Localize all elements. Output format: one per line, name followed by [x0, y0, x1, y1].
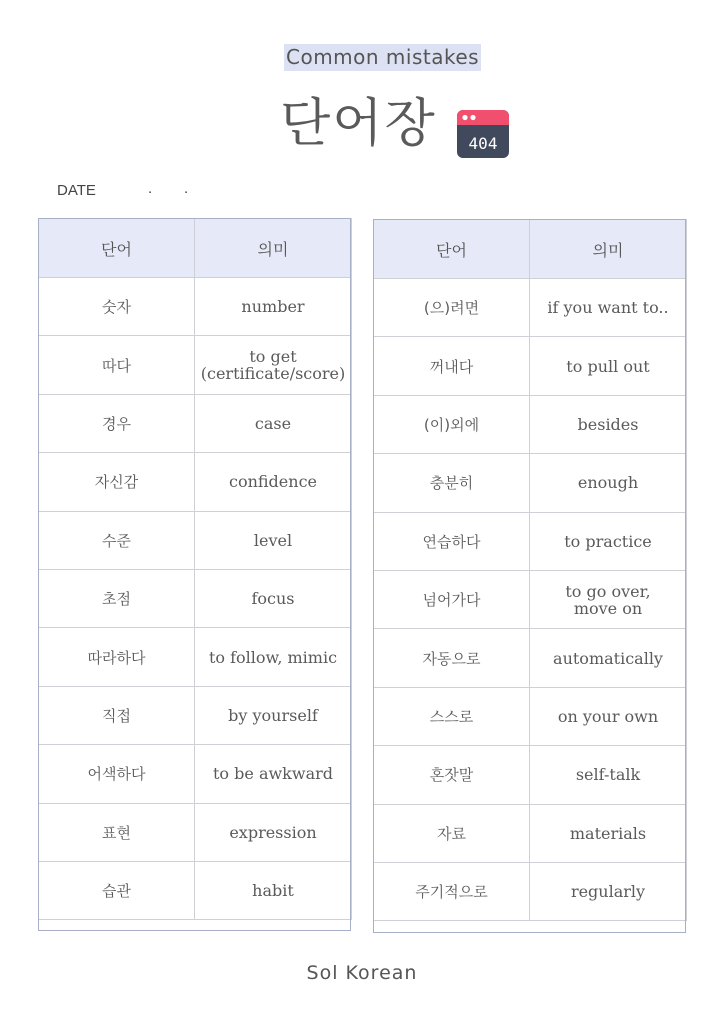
vocab-meaning: to get (certificate/score)	[195, 336, 352, 394]
vocab-meaning: focus	[195, 569, 352, 627]
vocab-meaning: self-talk	[530, 746, 687, 804]
vocab-word: 따라하다	[39, 628, 195, 686]
vocab-meaning: to pull out	[530, 337, 687, 395]
vocab-table-left	[38, 218, 352, 920]
vocab-word: 넘어가다	[374, 570, 530, 628]
vocab-word: 표현	[39, 803, 195, 861]
table-row	[39, 569, 352, 627]
column-header-word: 단어	[39, 219, 195, 278]
date-separator: .	[148, 180, 153, 197]
vocab-word: 따다	[39, 336, 195, 394]
table-row	[39, 745, 352, 803]
vocab-word: 연습하다	[374, 512, 530, 570]
vocab-word: 수준	[39, 511, 195, 569]
vocab-meaning: by yourself	[195, 686, 352, 744]
table-row	[374, 570, 687, 628]
page-title: 단어장	[280, 94, 437, 154]
vocab-meaning: habit	[195, 861, 352, 919]
table-row	[39, 628, 352, 686]
table-row	[374, 337, 687, 395]
date-label: DATE	[57, 182, 96, 199]
vocab-word: (이)외에	[374, 395, 530, 453]
subtitle: Common mistakes	[286, 45, 480, 69]
table-row	[374, 687, 687, 745]
browser-404-icon	[455, 108, 511, 160]
table-row	[374, 746, 687, 804]
table-row	[374, 862, 687, 920]
vocab-meaning: enough	[530, 454, 687, 512]
table-row	[39, 453, 352, 511]
vocab-word: 꺼내다	[374, 337, 530, 395]
vocab-word: 스스로	[374, 687, 530, 745]
vocab-word: 자료	[374, 804, 530, 862]
table-row	[374, 454, 687, 512]
table-row	[374, 629, 687, 687]
vocab-meaning: besides	[530, 395, 687, 453]
vocab-word: 자신감	[39, 453, 195, 511]
vocab-meaning: to follow, mimic	[195, 628, 352, 686]
table-row	[374, 395, 687, 453]
vocab-meaning: regularly	[530, 862, 687, 920]
vocab-word: 자동으로	[374, 629, 530, 687]
table-row	[374, 804, 687, 862]
vocab-word: 경우	[39, 394, 195, 452]
vocab-word: 혼잣말	[374, 746, 530, 804]
vocab-word: (으)려면	[374, 279, 530, 337]
table-row	[39, 511, 352, 569]
vocab-meaning: automatically	[530, 629, 687, 687]
column-header-meaning: 의미	[195, 219, 352, 278]
vocab-meaning: number	[195, 278, 352, 336]
vocab-meaning: on your own	[530, 687, 687, 745]
vocab-meaning: expression	[195, 803, 352, 861]
table-row	[374, 279, 687, 337]
table-row	[39, 861, 352, 919]
vocab-meaning: materials	[530, 804, 687, 862]
vocab-word: 어색하다	[39, 745, 195, 803]
date-separator: .	[184, 180, 189, 197]
table-row	[39, 278, 352, 336]
vocab-word: 주기적으로	[374, 862, 530, 920]
vocab-word: 숫자	[39, 278, 195, 336]
vocab-meaning: to be awkward	[195, 745, 352, 803]
vocab-meaning: to practice	[530, 512, 687, 570]
table-row	[39, 686, 352, 744]
icon-404-text: 404	[468, 134, 498, 153]
table-row	[374, 512, 687, 570]
table-row	[39, 336, 352, 394]
vocab-word: 습관	[39, 861, 195, 919]
vocab-meaning: if you want to..	[530, 279, 687, 337]
column-header-meaning: 의미	[530, 220, 687, 279]
vocab-word: 직접	[39, 686, 195, 744]
vocab-word: 충분히	[374, 454, 530, 512]
vocab-meaning: confidence	[195, 453, 352, 511]
vocab-meaning: to go over, move on	[530, 570, 687, 628]
table-row	[39, 394, 352, 452]
vocab-word: 초점	[39, 569, 195, 627]
table-row	[39, 803, 352, 861]
vocab-meaning: case	[195, 394, 352, 452]
vocab-table-right	[373, 219, 687, 921]
vocab-meaning: level	[195, 511, 352, 569]
column-header-word: 단어	[374, 220, 530, 279]
footer-brand: Sol Korean	[306, 962, 418, 984]
